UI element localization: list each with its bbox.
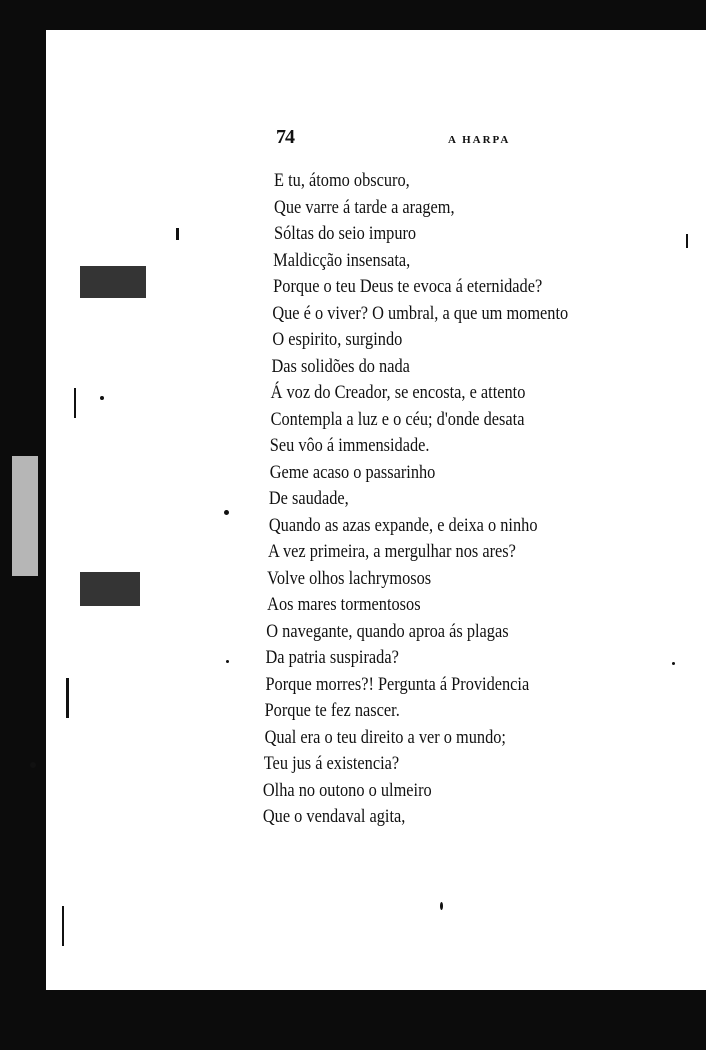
poem-line: Que o vendaval agita, [262, 806, 406, 827]
poem-line: A vez primeira, a mergulhar nos ares? [268, 541, 516, 562]
ink-blotch [80, 572, 140, 606]
poem-line: Sóltas do seio impuro [274, 223, 417, 244]
poem-line: Qual era o teu direito a ver o mundo; [264, 726, 506, 748]
page-number: 74 [276, 126, 294, 148]
poem-line: Porque te fez nascer. [264, 700, 400, 721]
poem-line: Porque o teu Deus te evoca á eternidade? [273, 276, 543, 297]
scan-speck [30, 762, 36, 768]
poem-line: Seu vôo á immensidade. [269, 435, 430, 456]
poem-line: Á voz do Creador, se encosta, e attento [270, 382, 526, 403]
poem-line: E tu, átomo obscuro, [274, 170, 410, 191]
scan-border-bottom [0, 988, 706, 1050]
running-head [276, 126, 576, 150]
ink-blotch [80, 266, 146, 298]
poem-line: Quando as azas expande, e deixa o ninho [268, 514, 538, 536]
poem-line: Maldicção insensata, [273, 249, 411, 271]
poem-text [262, 168, 623, 831]
scan-speck [100, 396, 104, 400]
poem-line: Que é o viver? O umbral, a que um momento [272, 302, 569, 324]
poem-line: Das solidões do nada [271, 355, 410, 377]
book-title: A HARPA [448, 134, 511, 146]
scan-speck [440, 902, 443, 910]
scan-edge-mark [12, 456, 38, 576]
scan-speck [226, 660, 229, 663]
poem-line: Aos mares tormentosos [267, 594, 421, 615]
poem-line: De saudade, [268, 488, 349, 509]
scan-speck [672, 662, 675, 665]
scan-mark [176, 228, 179, 240]
poem-line: Contempla a luz e o céu; d'onde desata [270, 408, 525, 430]
poem-line: Olha no outono o ulmeiro [262, 779, 432, 801]
poem-line: Geme acaso o passarinho [269, 461, 436, 483]
scan-mark [62, 906, 64, 946]
scan-speck [224, 510, 229, 515]
scan-mark [66, 678, 69, 718]
scan-border-top [0, 0, 706, 30]
poem-line: Volve olhos lachrymosos [267, 567, 432, 589]
poem-line: Porque morres?! Pergunta á Providencia [265, 673, 530, 695]
poem-line: Teu jus á existencia? [263, 753, 400, 774]
poem-line: Da patria suspirada? [265, 647, 399, 668]
scan-mark [686, 234, 688, 248]
poem-line: O navegante, quando aproa ás plagas [266, 620, 509, 642]
poem-line: O espirito, surgindo [272, 329, 403, 350]
poem-line: Que varre á tarde a aragem, [274, 196, 455, 218]
scan-mark [74, 388, 76, 418]
